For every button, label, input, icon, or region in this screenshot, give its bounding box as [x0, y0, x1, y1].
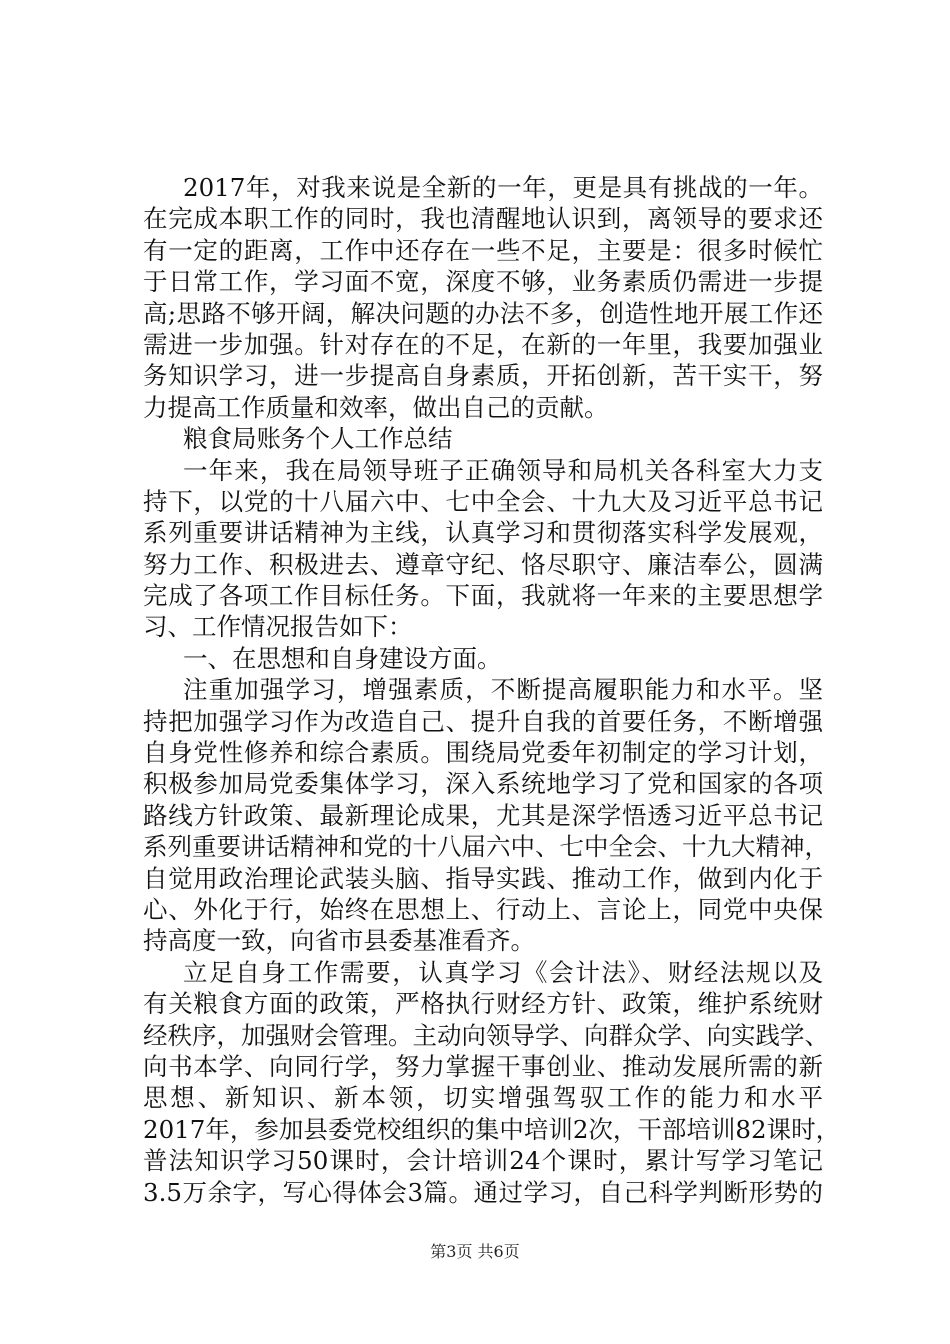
paragraph-line: 心、外化于行，始终在思想上、行动上、言论上，同党中央保 — [143, 894, 823, 924]
paragraph-line: 习、工作情况报告如下： — [143, 612, 413, 642]
paragraph-line: 自觉用政治理论武装头脑、指导实践、推动工作，做到内化于 — [143, 863, 823, 893]
document-body — [143, 172, 841, 1208]
paragraph-line: 立足自身工作需要，认真学习《会计法》、财经法规以及 — [183, 957, 823, 987]
paragraph-line: 持下，以党的十八届六中、七中全会、十九大及习近平总书记 — [143, 486, 823, 516]
paragraph-line: 经秩序，加强财会管理。主动向领导学、向群众学、向实践学、 — [143, 1020, 829, 1050]
page-footer: 第3页 共6页 — [430, 1242, 520, 1261]
paragraph-line: 持把加强学习作为改造自己、提升自我的首要任务，不断增强 — [143, 706, 823, 736]
paragraph-line: 有关粮食方面的政策，严格执行财经方针、政策，维护系统财 — [143, 989, 823, 1019]
paragraph-line: 注重加强学习，增强素质，不断提高履职能力和水平。坚 — [183, 675, 823, 705]
paragraph-line: 路线方针政策、最新理论成果，尤其是深学悟透习近平总书记 — [143, 800, 823, 830]
paragraph-line: 2017年，参加县委党校组织的集中培训2次，干部培训82课时， — [143, 1114, 841, 1144]
paragraph-line: 系列重要讲话精神和党的十八届六中、七中全会、十九大精神， — [143, 832, 829, 862]
paragraph-line: 持高度一致，向省市县委基准看齐。 — [143, 926, 535, 956]
paragraph-line: 2017年，对我来说是全新的一年，更是具有挑战的一年。 — [183, 173, 823, 202]
paragraph-line: 高;思路不够开阔，解决问题的办法不多，创造性地开展工作还 — [143, 298, 823, 328]
paragraph-line: 完成了各项工作目标任务。下面，我就将一年来的主要思想学 — [143, 581, 823, 611]
section-heading: 一、在思想和自身建设方面。 — [183, 643, 502, 673]
paragraph-line: 需进一步加强。针对存在的不足，在新的一年里，我要加强业 — [143, 329, 823, 359]
paragraph-line: 一年来，我在局领导班子正确领导和局机关各科室大力支 — [183, 455, 823, 485]
section-title: 粮食局账务个人工作总结 — [183, 424, 453, 454]
paragraph-line: 系列重要讲话精神为主线，认真学习和贯彻落实科学发展观， — [143, 518, 823, 548]
paragraph-line: 有一定的距离，工作中还存在一些不足，主要是：很多时候忙 — [143, 235, 823, 265]
paragraph-line: 向书本学、向同行学，努力掌握干事创业、推动发展所需的新 — [143, 1051, 823, 1081]
paragraph-line: 力提高工作质量和效率，做出自己的贡献。 — [143, 392, 609, 422]
paragraph-line: 思想、新知识、新本领，切实增强驾驭工作的能力和水平 — [143, 1083, 823, 1113]
paragraph-line: 普法知识学习50课时，会计培训24个课时，累计写学习笔记 — [143, 1146, 823, 1176]
paragraph-line: 自身党性修养和综合素质。围绕局党委年初制定的学习计划， — [143, 738, 823, 768]
paragraph-line: 努力工作、积极进去、遵章守纪、恪尽职守、廉洁奉公，圆满 — [143, 549, 823, 579]
paragraph-line: 在完成本职工作的同时，我也清醒地认识到，离领导的要求还 — [143, 204, 823, 234]
paragraph-line: 于日常工作，学习面不宽，深度不够，业务素质仍需进一步提 — [143, 267, 823, 297]
paragraph-line: 积极参加局党委集体学习，深入系统地学习了党和国家的各项 — [143, 769, 823, 799]
paragraph-line: 3.5万余字，写心得体会3篇。通过学习，自己科学判断形势的 — [143, 1177, 823, 1207]
paragraph-line: 务知识学习，进一步提高自身素质，开拓创新，苦干实干，努 — [143, 361, 823, 391]
